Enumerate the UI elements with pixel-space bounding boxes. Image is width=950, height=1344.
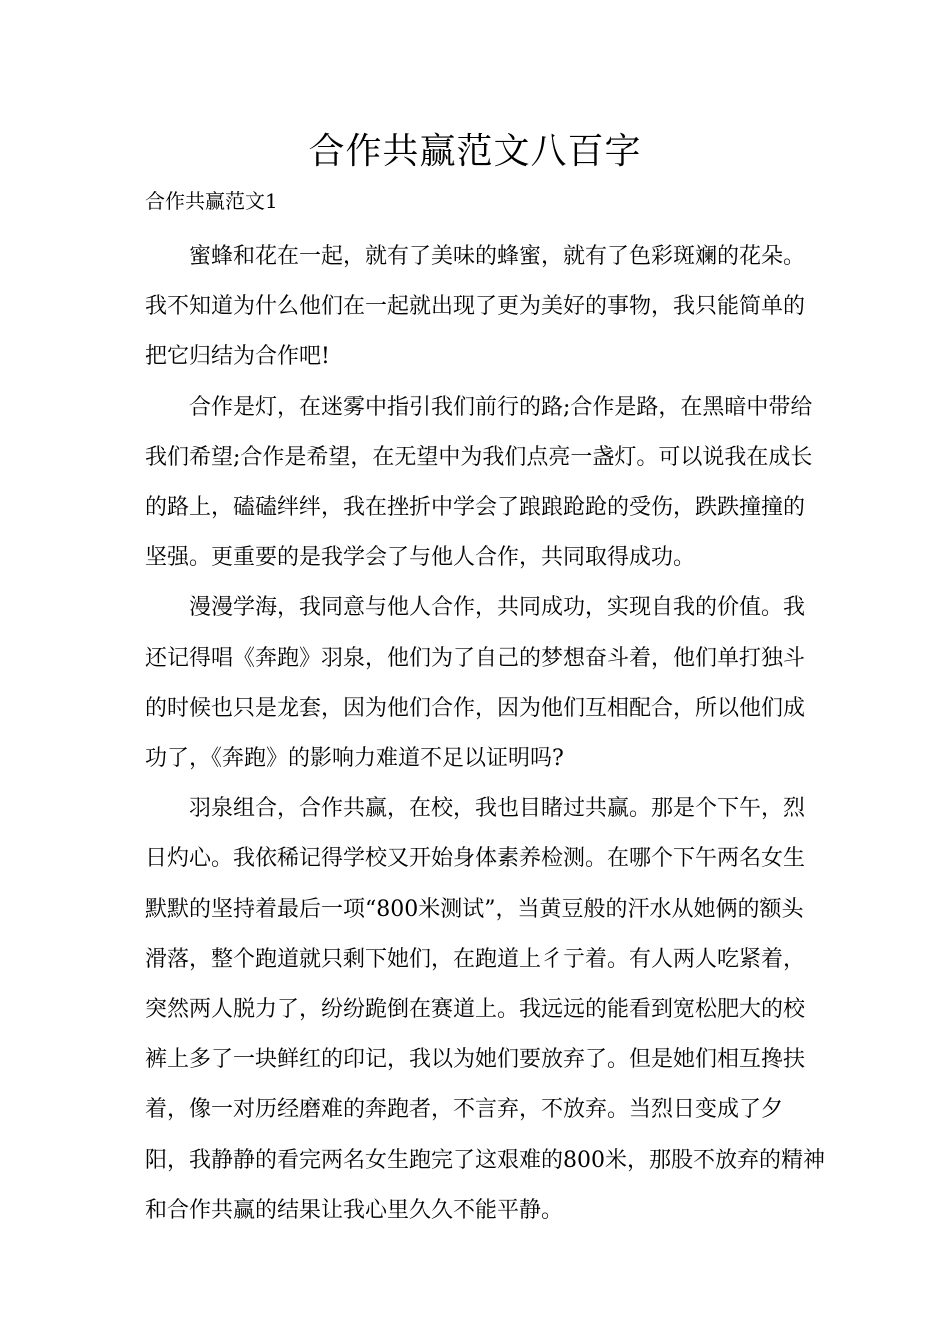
paragraph: 漫漫学海，我同意与他人合作，共同成功，实现自我的价值。我还记得唱《奔跑》羽泉，他们为了自己的梦想奋斗着，他们单打独斗的时候也只是龙套，因为他们合作，因为他们互相配合，所以他们成功了，《奔跑》的影响力难道不足以证明吗?: [145, 595, 806, 772]
section-heading: 合作共赢范文1: [145, 189, 278, 213]
paragraph: 蜜蜂和花在一起，就有了美味的蜂蜜，就有了色彩斑斓的花朵。我不知道为什么他们在一起就出现了更为美好的事物，我只能简单的把它归结为合作吧!: [145, 244, 806, 370]
document-body: [145, 232, 825, 1236]
document-title: 合作共赢范文八百字: [308, 131, 642, 172]
paragraph: 合作是灯，在迷雾中指引我们前行的路;合作是路，在黑暗中带给我们希望;合作是希望，在无望中为我们点亮一盏灯。可以说我在成长的路上，磕磕绊绊，我在挫折中学会了踉踉跄跄的受伤，跌跌撞撞的坚强。更重要的是我学会了与他人合作，共同取得成功。: [145, 394, 813, 571]
paragraph: 羽泉组合，合作共赢，在校，我也目睹过共赢。那是个下午，烈日灼心。我依稀记得学校又开始身体素养检测。在哪个下午两名女生默默的坚持着最后一项“800米测试”，当黄豆般的汗水从她俩的额头滑落，整个跑道就只剩下她们，在跑道上彳亍着。有人两人吃紧着，突然两人脱力了，纷纷跪倒在赛道上。我远远的能看到宽松肥大的校裤上多了一块鲜红的印记，我以为她们要放弃了。但是她们相互搀扶着，像一对历经磨难的奔跑者，不言弃，不放弃。当烈日变成了夕阳，我静静的看完两名女生跑完了这艰难的800米，那股不放弃的精神和合作共赢的结果让我心里久久不能平静。: [145, 796, 825, 1223]
